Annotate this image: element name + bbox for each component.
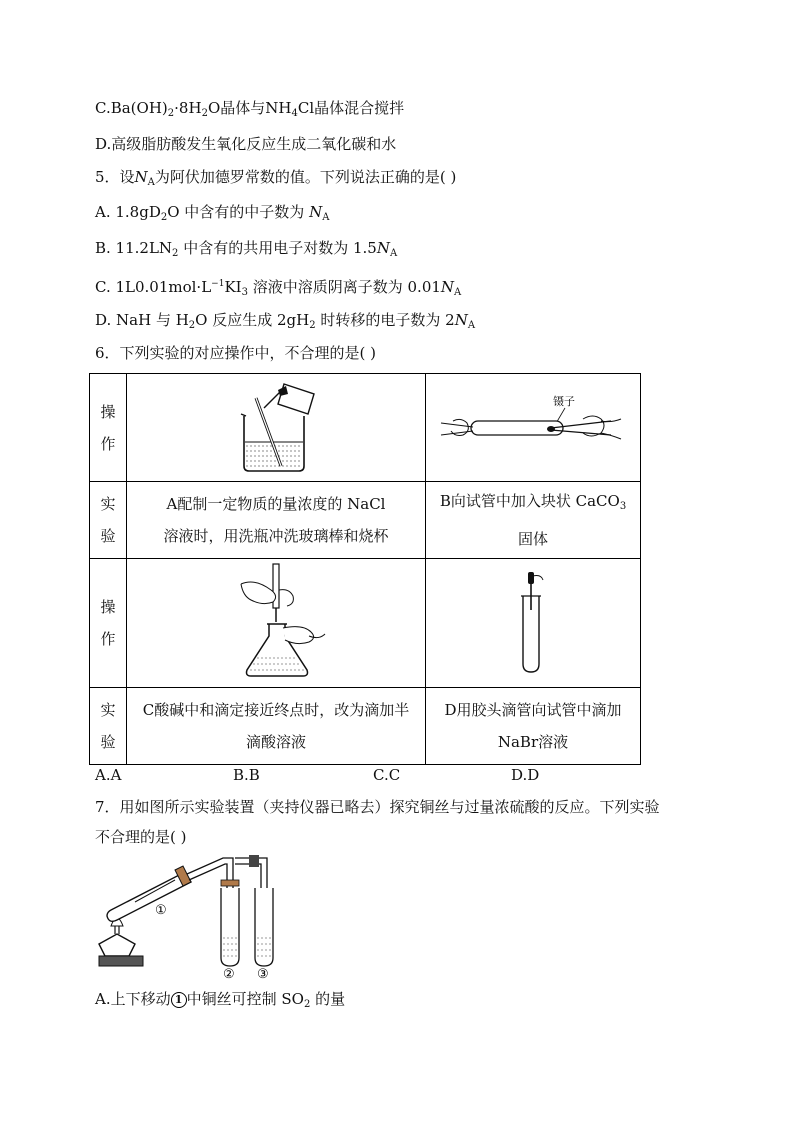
apparatus-label-3: ③: [257, 967, 269, 980]
q6-answer-options: [95, 765, 655, 785]
diagram-c-titration: [127, 559, 426, 688]
diagram-b-tweezers: [426, 374, 641, 482]
q5-option-d: D. NaH 与 $H_2O$ 反应生成 $2gH_2$ 时转移的电子数为 $2N_A$: [95, 311, 476, 331]
apparatus-label-1: ①: [155, 903, 167, 918]
op-label-1: 操 作: [90, 374, 127, 482]
tweezers-test-tube-icon: [433, 391, 633, 461]
q6-answer-b[interactable]: B.B: [233, 766, 260, 784]
q6-answer-d[interactable]: D.D: [511, 766, 540, 784]
option-a-text: A配制一定物质的量浓度的 NaCl 溶液时，用洗瓶冲洗玻璃棒和烧杯: [127, 482, 426, 559]
exp-label-1: 实 验: [90, 482, 127, 559]
q4-option-d: D.高级脂肪酸发生氧化反应生成二氧化碳和水: [95, 135, 397, 153]
q5-stem: 5．设$N_A$为阿伏加德罗常数的值。下列说法正确的是( ): [95, 168, 457, 188]
op-label-2: 操 作: [90, 559, 127, 688]
q7-option-a: A.上下移动 1 中铜丝可控制 $SO_2$ 的量: [95, 990, 346, 1010]
diagram-d-dropper: [426, 559, 641, 688]
q6-answer-c[interactable]: C.C: [373, 766, 401, 784]
circled-number-1: 1: [171, 992, 187, 1008]
diagram-a-wash-bottle: [127, 374, 426, 482]
copper-sulfuric-acid-apparatus: [95, 852, 315, 980]
q4-option-c: $C.Ba(OH)_2\cdot 8H_2O$晶体与$NH_4Cl$晶体混合搅拌: [95, 99, 405, 119]
option-c-text: C酸碱中和滴定接近终点时，改为滴加半 滴酸溶液: [127, 688, 426, 765]
q7-stem-line2: 不合理的是( ): [95, 828, 187, 846]
q7-stem-line1: 7．用如图所示实验装置（夹持仪器已略去）探究铜丝与过量浓硫酸的反应。下列实验: [95, 798, 660, 816]
option-b-text: B向试管中加入块状 CaCO$_3$ 固体: [426, 482, 641, 559]
option-d-text: D用胶头滴管向试管中滴加 NaBr溶液: [426, 688, 641, 765]
q6-experiment-table: [89, 373, 641, 765]
wash-bottle-beaker-icon: [216, 376, 336, 476]
apparatus-label-2: ②: [223, 967, 235, 980]
q6-answer-a[interactable]: A.A: [95, 766, 122, 784]
q5-option-c: C. $1L0.01mol\cdot L^{-1}KI_3$ 溶液中溶质阴离子数为 $0.01N_A$: [95, 278, 462, 298]
q5-option-a: A. $1.8gD_2O$ 中含有的中子数为 $N_A$: [95, 203, 330, 223]
titration-flask-icon: [221, 562, 331, 680]
exp-label-2: 实 验: [90, 688, 127, 765]
q5-option-b: B. $11.2LN_2$ 中含有的共用电子对数为 $1.5N_A$: [95, 239, 398, 259]
q6-stem: 6．下列实验的对应操作中，不合理的是( ): [95, 344, 377, 362]
dropper-test-tube-icon: [503, 566, 563, 676]
tweezers-label: 镊子: [553, 394, 575, 408]
